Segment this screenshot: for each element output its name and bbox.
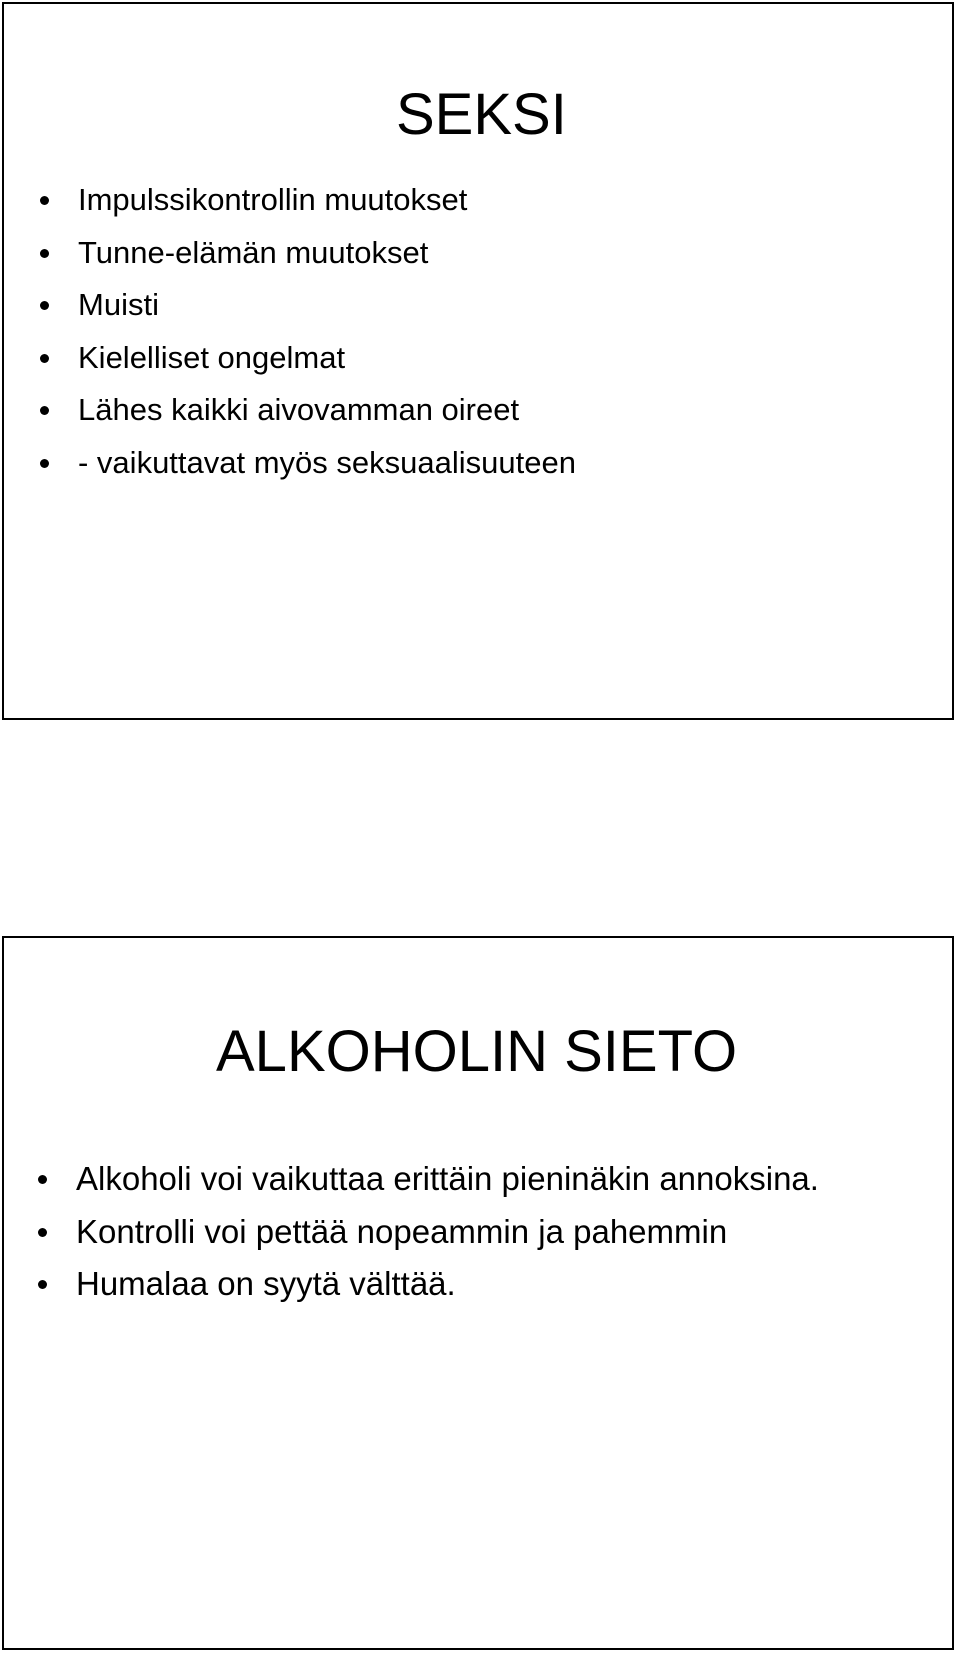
- bullet-list: [38, 1153, 819, 1311]
- bullet-icon: [38, 1228, 47, 1237]
- bullet-item: [40, 279, 576, 332]
- bullet-text: Lähes kaikki aivovamman oireet: [78, 392, 520, 428]
- bullet-item: [40, 174, 576, 227]
- bullet-text: Humalaa on syytä välttää.: [76, 1265, 456, 1302]
- slide-title: SEKSI: [396, 82, 567, 147]
- bullet-text: Kontrolli voi pettää nopeammin ja pahemmin: [76, 1212, 728, 1250]
- bullet-icon: [40, 196, 49, 205]
- bullet-item: [40, 384, 576, 437]
- bullet-item: [40, 437, 576, 490]
- bullet-text: - vaikuttavat myös seksuaalisuuteen: [78, 444, 576, 480]
- bullet-item: [38, 1258, 819, 1311]
- bullet-item: [38, 1153, 819, 1206]
- bullet-text: Tunne-elämän muutokset: [78, 234, 429, 270]
- slide-alkoholin-sieto: [2, 936, 954, 1650]
- bullet-icon: [40, 354, 49, 363]
- bullet-icon: [40, 249, 49, 258]
- bullet-item: [38, 1206, 819, 1259]
- bullet-text: Impulssikontrollin muutokset: [78, 182, 468, 217]
- bullet-icon: [38, 1175, 47, 1184]
- bullet-list: [40, 174, 576, 490]
- bullet-item: [40, 332, 576, 385]
- bullet-icon: [40, 459, 49, 468]
- bullet-icon: [40, 406, 49, 415]
- slide-title: ALKOHOLIN SIETO: [216, 1019, 738, 1084]
- bullet-icon: [38, 1280, 47, 1289]
- bullet-icon: [40, 301, 49, 310]
- bullet-item: [40, 227, 576, 280]
- bullet-text: Alkoholi voi vaikuttaa erittäin pieninäkin annoksina.: [76, 1160, 819, 1197]
- bullet-text: Muisti: [78, 287, 159, 323]
- slide-seksi: [2, 2, 954, 720]
- bullet-text: Kielelliset ongelmat: [78, 339, 346, 375]
